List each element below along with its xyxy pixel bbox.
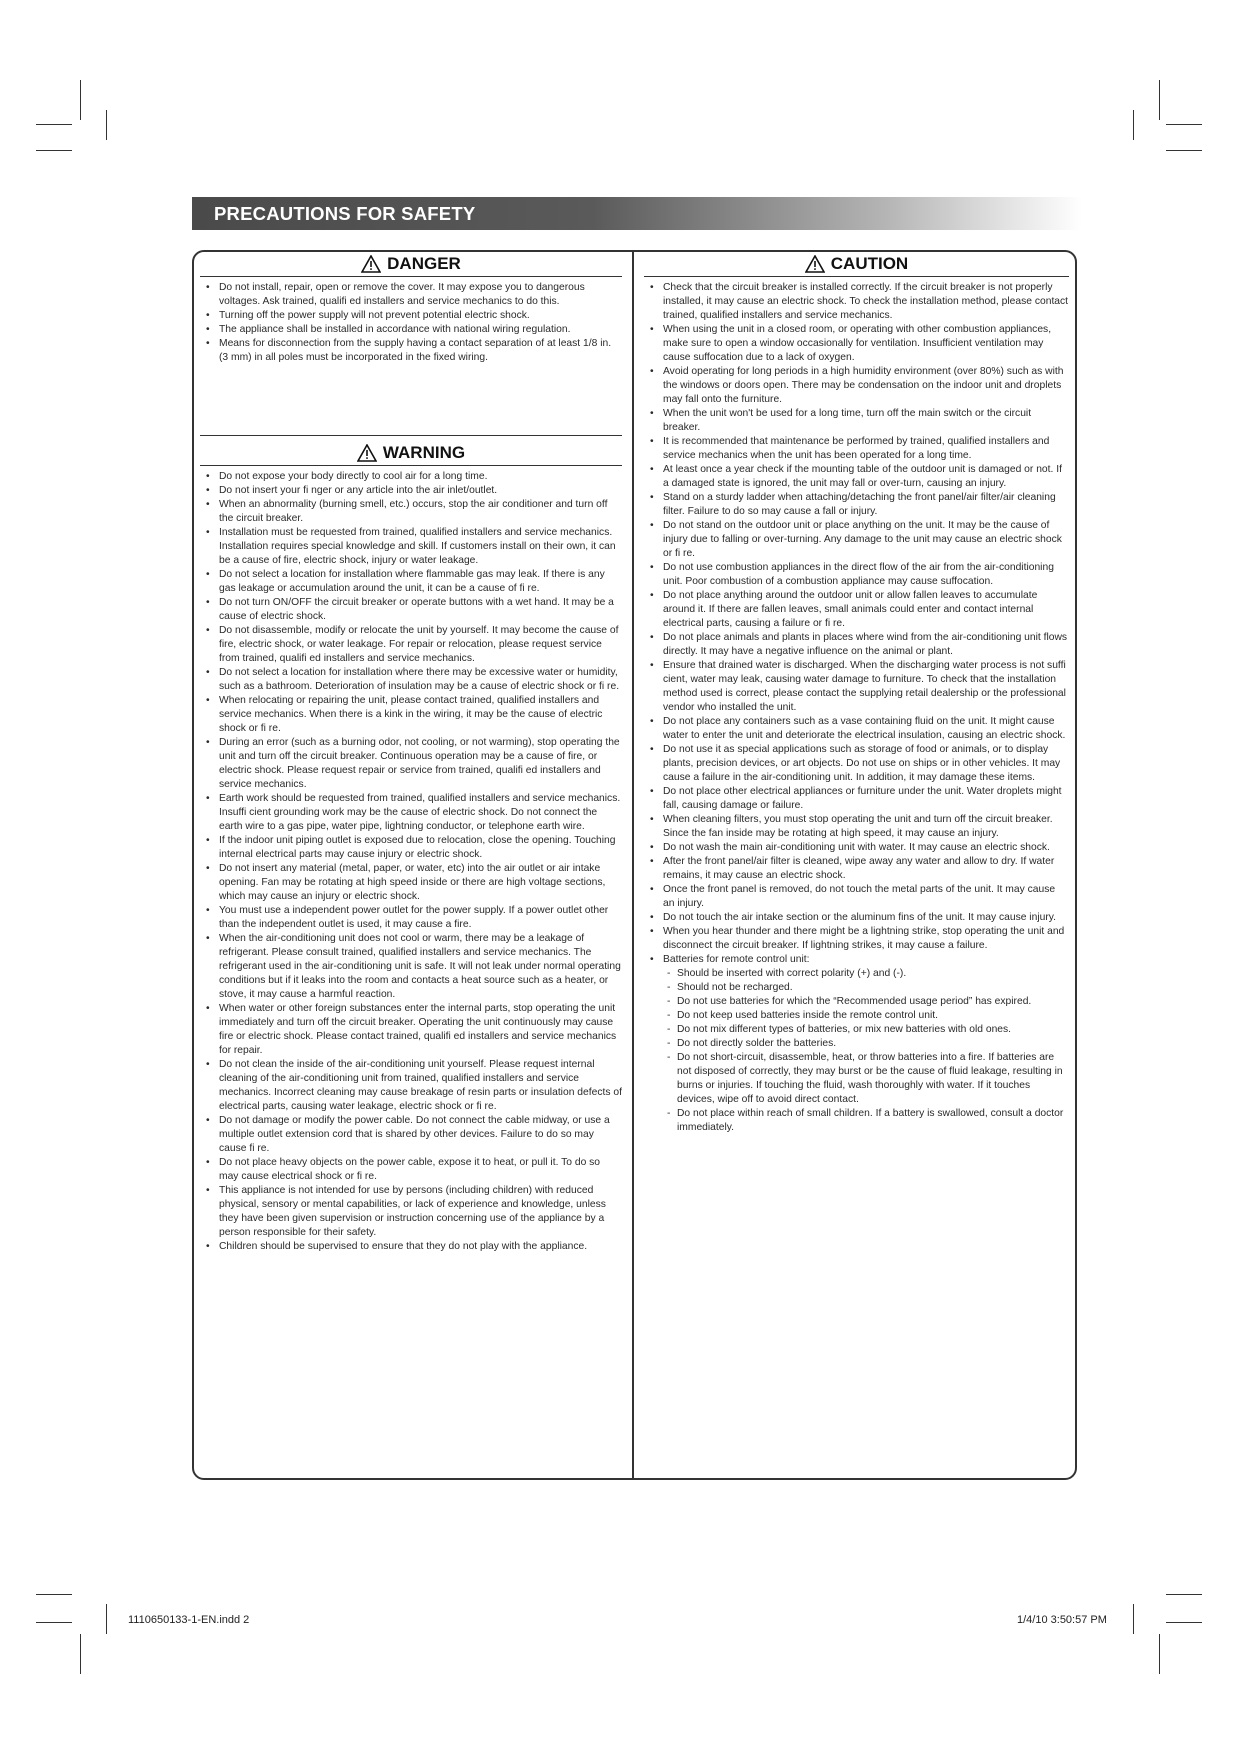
list-item: • When relocating or repairing the unit, please contact trained, qualified installers and service mechanics. When there is a kink in the wiring, it may be the cause of electric shock or fi re. xyxy=(200,694,622,736)
crop-mark xyxy=(106,1604,107,1634)
sub-list-item: - Should not be recharged. xyxy=(663,981,1069,995)
warning-section xyxy=(200,441,622,1254)
list-item: • This appliance is not intended for use by persons (including children) with reduced physical, sensory or mental capabilities, or lack of experience and knowledge, unless they have been given supervision or instruction concerning use of the appliance by a person responsible for their safety. xyxy=(200,1184,622,1240)
footer-timestamp: 1/4/10 3:50:57 PM xyxy=(1017,1614,1107,1626)
list-item: • Do not select a location for installation where flammable gas may leak. If there is any gas leakage or accumulation around the unit, it can be a cause of fi re. xyxy=(200,568,622,596)
crop-mark xyxy=(1166,150,1202,151)
list-item: • Do not clean the inside of the air-conditioning unit yourself. Please request internal cleaning of the air-conditioning unit from trained, qualified installers and service mechanics. Incorrect cleaning may cause breakage of resin parts or insulation defects of electrical parts, causing water leakage, electric shock or fi re. xyxy=(200,1058,622,1114)
crop-mark xyxy=(36,124,72,125)
crop-mark xyxy=(1159,80,1160,120)
list-item: • Ensure that drained water is discharged. When the discharging water process is not suffi cient, water may leak, causing water damage to furniture. To check that the installation method used is correct, please contact the supplying retail dealership or the professional vendor who installed the unit. xyxy=(644,659,1069,715)
list-item: • Do not install, repair, open or remove the cover. It may expose you to dangerous voltages. Ask trained, qualifi ed installers and service mechanics to do this. xyxy=(200,281,622,309)
crop-mark xyxy=(1159,1634,1160,1674)
list-item: • Do not use it as special applications such as storage of food or animals, or to display plants, precision devices, or art objects. Do not use on ships or in other vehicles. It may cause a failure in the air-conditioning unit. In addition, it may damage these items. xyxy=(644,743,1069,785)
crop-mark xyxy=(106,110,107,140)
list-item: • Do not place animals and plants in places where wind from the air-conditioning unit flows directly. It may have a negative influence on the animal or plant. xyxy=(644,631,1069,659)
list-item: • Means for disconnection from the supply having a contact separation of at least 1/8 in. (3 mm) in all poles must be incorporated in the fixed wiring. xyxy=(200,337,622,365)
list-item: • Do not damage or modify the power cable. Do not connect the cable midway, or use a multiple outlet extension cord that is shared by other devices. Failure to do so may cause fi re. xyxy=(200,1114,622,1156)
crop-mark xyxy=(1133,1604,1134,1634)
crop-mark xyxy=(36,150,72,151)
list-item: • When cleaning filters, you must stop operating the unit and turn off the circuit breaker. Since the fan inside may be rotating at high speed, it may cause an injury. xyxy=(644,813,1069,841)
danger-title: DANGER xyxy=(387,254,461,273)
list-item: • During an error (such as a burning odor, not cooling, or not warming), stop operating the unit and turn off the circuit breaker. Continuous operation may be a cause of fire, or electric shock. Please request repair or service from trained, qualifi ed installers and service mechanics. xyxy=(200,736,622,792)
warning-title: WARNING xyxy=(382,443,466,462)
list-item: • Stand on a sturdy ladder when attaching/detaching the front panel/air filter/air cleaning filter. Failure to do so may cause a fall or injury. xyxy=(644,491,1069,519)
batteries-intro: Batteries for remote control unit: xyxy=(663,954,810,965)
warning-triangle-icon xyxy=(805,255,825,273)
list-item: • Do not turn ON/OFF the circuit breaker or operate buttons with a wet hand. It may be a cause of electric shock. xyxy=(200,596,622,624)
list-item: • Earth work should be requested from trained, qualified installers and service mechanics. Insuffi cient grounding work may be the cause of electric shock. Do not connect the earth wire to a gas pipe, water pipe, lightning conductor, or telephone earth wire. xyxy=(200,792,622,834)
list-item: • Children should be supervised to ensure that they do not play with the appliance. xyxy=(200,1240,622,1254)
list-item: • Turning off the power supply will not prevent potential electric shock. xyxy=(200,309,622,323)
list-item: • When the unit won't be used for a long time, turn off the main switch or the circuit breaker. xyxy=(644,407,1069,435)
list-item: • You must use a independent power outlet for the power supply. If a power outlet other than the independent outlet is used, it may cause a fire. xyxy=(200,904,622,932)
list-item: • It is recommended that maintenance be performed by trained, qualified installers and service mechanics when the unit has been operated for a long time. xyxy=(644,435,1069,463)
sub-list-item: - Do not use batteries for which the “Recommended usage period” has expired. xyxy=(663,995,1069,1009)
list-item: • Do not touch the air intake section or the aluminum fins of the unit. It may cause injury. xyxy=(644,911,1069,925)
list-item: • Do not select a location for installation where there may be excessive water or humidity, such as a bathroom. Deterioration of insulation may be a cause of electric shock or fi re. xyxy=(200,666,622,694)
list-item: • When using the unit in a closed room, or operating with other combustion appliances, make sure to open a window occasionally for ventilation. Insufficient ventilation may cause suffocation due to a lack of oxygen. xyxy=(644,323,1069,365)
list-item: • Do not insert any material (metal, paper, or water, etc) into the air outlet or air intake opening. Fan may be rotating at high speed inside or there are high voltage sections, which may cause an injury or electric shock. xyxy=(200,862,622,904)
crop-mark xyxy=(80,1634,81,1674)
list-item: • When the air-conditioning unit does not cool or warm, there may be a leakage of refrigerant. Please consult trained, qualified installers and service mechanics. The refrigerant used in the air-conditioning unit is safe. It will not leak under normal operating conditions but if it leaks into the room and contacts a heat source such as a heater, or stove, it may cause a harmful reaction. xyxy=(200,932,622,1002)
list-item: • Do not disassemble, modify or relocate the unit by yourself. It may become the cause of fire, electric shock, or water leakage. For repair or relocation, please request service from trained, qualifi ed installers and service mechanics. xyxy=(200,624,622,666)
list-item: • Check that the circuit breaker is installed correctly. If the circuit breaker is not properly installed, it may cause an electric shock. To check the installation method, please contact trained, qualified installers and service mechanics. xyxy=(644,281,1069,323)
left-column xyxy=(200,252,622,1254)
list-item: • Do not stand on the outdoor unit or place anything on the unit. It may be the cause of injury due to falling or over-turning. Any damage to the unit may cause an electric shock or fi re. xyxy=(644,519,1069,561)
caution-section xyxy=(644,252,1069,1135)
sub-list-item: - Do not short-circuit, disassemble, heat, or throw batteries into a fire. If batteries are not disposed of correctly, they may burst or be the cause of fluid leakage, resulting in burns or injuries. If touching the fluid, wash thoroughly with water. If it touches devices, wipe off to avoid direct contact. xyxy=(663,1051,1069,1107)
sub-list-item: - Do not directly solder the batteries. xyxy=(663,1037,1069,1051)
list-item: • Installation must be requested from trained, qualified installers and service mechanics. Installation requires special knowledge and skill. If customers install on their own, it can be a cause of fire, electric shock, injury or water leakage. xyxy=(200,526,622,568)
crop-mark xyxy=(36,1622,72,1623)
list-item: • Do not wash the main air-conditioning unit with water. It may cause an electric shock. xyxy=(644,841,1069,855)
list-item: • Do not place anything around the outdoor unit or allow fallen leaves to accumulate around it. If there are fallen leaves, small animals could enter and contact internal electrical parts, causing a failure or fi re. xyxy=(644,589,1069,631)
column-divider xyxy=(632,252,634,1478)
list-item: • Do not use combustion appliances in the direct flow of the air from the air-conditioning unit. Poor combustion of a combustion appliance may cause suffocation. xyxy=(644,561,1069,589)
danger-section xyxy=(200,252,622,436)
sub-list-item: - Do not place within reach of small children. If a battery is swallowed, consult a doctor immediately. xyxy=(663,1107,1069,1135)
caution-list xyxy=(644,281,1069,1135)
footer-file-name: 1110650133-1-EN.indd 2 xyxy=(128,1614,250,1626)
list-item: • The appliance shall be installed in accordance with national wiring regulation. xyxy=(200,323,622,337)
sub-list-item: - Should be inserted with correct polarity (+) and (-). xyxy=(663,967,1069,981)
list-item: • When water or other foreign substances enter the internal parts, stop operating the unit immediately and turn off the circuit breaker. Operating the unit continuously may cause fire or electric shock. Please contact trained, qualifi ed installers and service mechanics for repair. xyxy=(200,1002,622,1058)
caution-heading xyxy=(644,252,1069,277)
list-item: • When you hear thunder and there might be a lightning strike, stop operating the unit and disconnect the circuit breaker. If lightning strikes, it may cause a failure. xyxy=(644,925,1069,953)
warning-triangle-icon xyxy=(357,444,377,462)
section-banner xyxy=(192,197,1082,230)
warning-list xyxy=(200,470,622,1254)
right-column xyxy=(644,252,1069,1135)
caution-title: CAUTION xyxy=(830,254,909,273)
crop-mark xyxy=(36,1594,72,1595)
crop-mark xyxy=(1133,110,1134,140)
crop-mark xyxy=(80,80,81,120)
list-item: • When an abnormality (burning smell, etc.) occurs, stop the air conditioner and turn off the circuit breaker. xyxy=(200,498,622,526)
list-item: • After the front panel/air filter is cleaned, wipe away any water and allow to dry. If water remains, it may cause an electric shock. xyxy=(644,855,1069,883)
warning-heading xyxy=(200,441,622,466)
sub-list-item: - Do not mix different types of batteries, or mix new batteries with old ones. xyxy=(663,1023,1069,1037)
list-item: • At least once a year check if the mounting table of the outdoor unit is damaged or not. If a damaged state is ignored, the unit may fall or over-turn, causing an injury. xyxy=(644,463,1069,491)
list-item: • Do not insert your fi nger or any article into the air inlet/outlet. xyxy=(200,484,622,498)
crop-mark xyxy=(1166,1594,1202,1595)
list-item: • Do not place any containers such as a vase containing fluid on the unit. It might cause water to enter the unit and deteriorate the electrical insulation, causing an electric shock. xyxy=(644,715,1069,743)
danger-list xyxy=(200,281,622,365)
list-item: • Do not place other electrical appliances or furniture under the unit. Water droplets might fall, causing damage or failure. xyxy=(644,785,1069,813)
crop-mark xyxy=(1166,1622,1202,1623)
list-item: • Do not place heavy objects on the power cable, expose it to heat, or pull it. To do so may cause electrical shock or fi re. xyxy=(200,1156,622,1184)
danger-heading xyxy=(200,252,622,277)
page-title: PRECAUTIONS FOR SAFETY xyxy=(214,203,476,224)
list-item-batteries xyxy=(644,953,1069,1135)
list-item: • Avoid operating for long periods in a high humidity environment (over 80%) such as with the windows or doors open. There may be condensation on the indoor unit and droplets may fall onto the furniture. xyxy=(644,365,1069,407)
list-item: • Once the front panel is removed, do not touch the metal parts of the unit. It may cause an injury. xyxy=(644,883,1069,911)
batteries-list xyxy=(663,967,1069,1135)
sub-list-item: - Do not keep used batteries inside the remote control unit. xyxy=(663,1009,1069,1023)
warning-triangle-icon xyxy=(361,255,381,273)
list-item: • If the indoor unit piping outlet is exposed due to relocation, close the opening. Touching internal electrical parts may cause injury or electric shock. xyxy=(200,834,622,862)
list-item: • Do not expose your body directly to cool air for a long time. xyxy=(200,470,622,484)
crop-mark xyxy=(1166,124,1202,125)
